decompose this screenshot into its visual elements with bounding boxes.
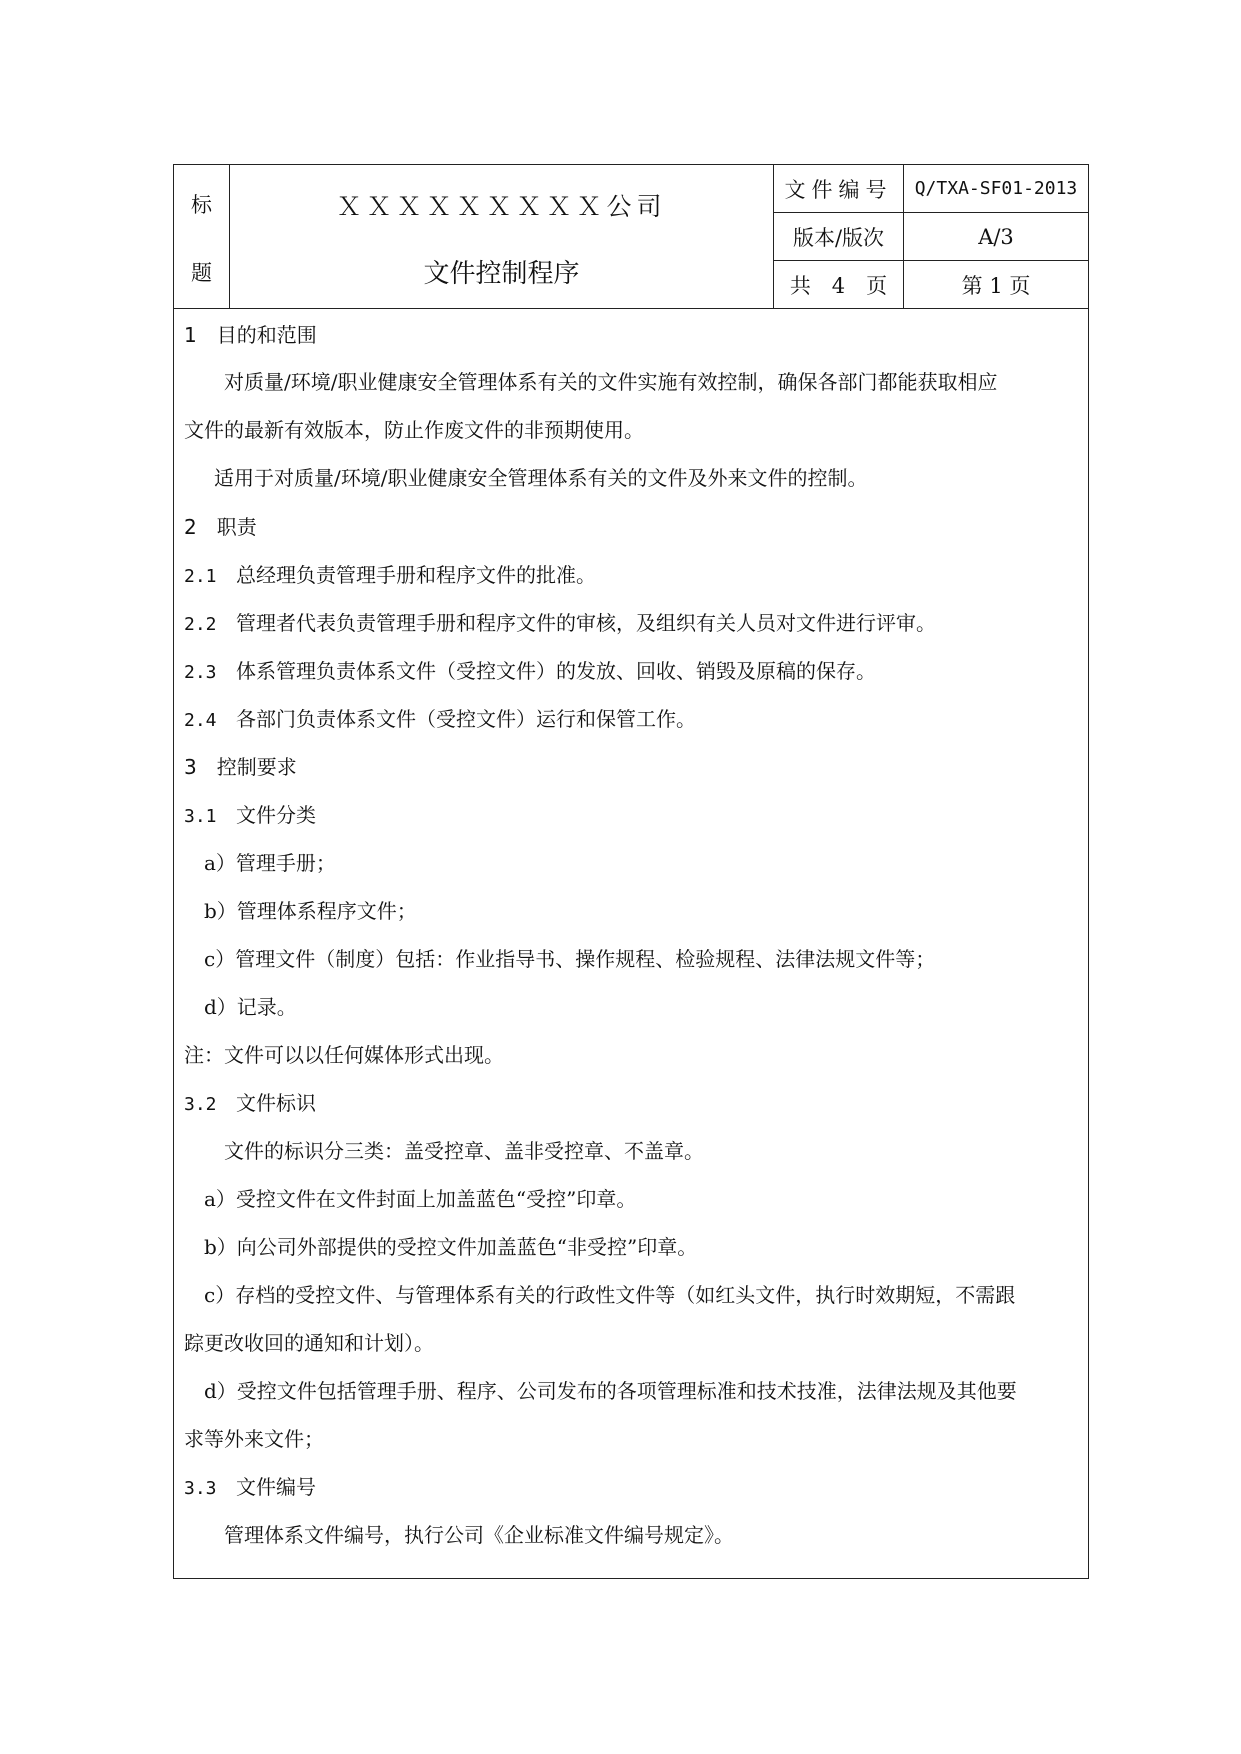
paragraph-line: 对质量/环境/职业健康安全管理体系有关的文件实施有效控制，确保各部门都能获取相应 xyxy=(224,370,998,394)
file-number-label: 文件编号 xyxy=(784,177,893,202)
list-item xyxy=(184,559,596,588)
section-heading: 2 职责 xyxy=(184,515,257,539)
item-number: 2.4 xyxy=(184,710,217,731)
title-label-bottom: 题 xyxy=(191,261,212,285)
version-value: A/3 xyxy=(978,224,1014,249)
item-number: 3.1 xyxy=(184,806,217,827)
company-name: ＸＸＸＸＸＸＸＸＸ公司 xyxy=(336,192,667,221)
list-item: d）受控文件包括管理手册、程序、公司发布的各项管理标准和技术技准，法律法规及其他要 xyxy=(204,1379,1017,1403)
title-label-top: 标 xyxy=(191,193,212,217)
item-text: 文件编号 xyxy=(236,1475,316,1499)
version-label: 版本/版次 xyxy=(792,225,885,250)
header-table xyxy=(174,165,1088,309)
document-frame xyxy=(173,164,1089,1579)
section-heading: 1 目的和范围 xyxy=(184,323,317,347)
item-text: 文件标识 xyxy=(236,1091,316,1115)
list-item: c）管理文件（制度）包括：作业指导书、操作规程、检验规程、法律法规文件等； xyxy=(204,947,936,971)
list-item xyxy=(184,607,936,636)
section-heading: 3 控制要求 xyxy=(184,755,297,779)
subsection-heading xyxy=(184,1087,316,1116)
item-number: 3.3 xyxy=(184,1478,217,1499)
list-item xyxy=(184,703,696,732)
item-text: 体系管理负责体系文件（受控文件）的发放、回收、销毁及原稿的保存。 xyxy=(236,659,876,683)
document-title: 文件控制程序 xyxy=(423,259,580,289)
list-item: d）记录。 xyxy=(204,995,297,1019)
item-number: 2.1 xyxy=(184,566,217,587)
item-text: 文件分类 xyxy=(236,803,316,827)
page-number: 第 1 页 xyxy=(961,273,1031,298)
item-text: 管理者代表负责管理手册和程序文件的审核，及组织有关人员对文件进行评审。 xyxy=(236,611,936,635)
item-number: 2.2 xyxy=(184,614,217,635)
paragraph-line: 踪更改收回的通知和计划）。 xyxy=(184,1331,434,1355)
note: 注：文件可以以任何媒体形式出现。 xyxy=(184,1043,504,1067)
subsection-heading xyxy=(184,799,316,828)
paragraph-line: 文件的最新有效版本，防止作废文件的非预期使用。 xyxy=(184,418,644,442)
item-text: 总经理负责管理手册和程序文件的批准。 xyxy=(236,563,596,587)
subsection-heading xyxy=(184,1471,316,1500)
list-item: a）管理手册； xyxy=(204,851,336,875)
list-item: a）受控文件在文件封面上加盖蓝色“受控”印章。 xyxy=(204,1187,637,1211)
paragraph-line: 管理体系文件编号，执行公司《企业标准文件编号规定》。 xyxy=(224,1523,734,1547)
item-text: 各部门负责体系文件（受控文件）运行和保管工作。 xyxy=(236,707,696,731)
item-number: 2.3 xyxy=(184,662,217,683)
item-number: 3.2 xyxy=(184,1094,217,1115)
list-item: b）管理体系程序文件； xyxy=(204,899,417,923)
paragraph-line: 适用于对质量/环境/职业健康安全管理体系有关的文件及外来文件的控制。 xyxy=(214,466,868,490)
list-item xyxy=(184,655,876,684)
total-pages: 共 4 页 xyxy=(789,273,888,298)
paragraph-line: 文件的标识分三类：盖受控章、盖非受控章、不盖章。 xyxy=(224,1139,704,1163)
file-number-value: Q/TXA-SF01-2013 xyxy=(914,178,1078,199)
list-item: c）存档的受控文件、与管理体系有关的行政性文件等（如红头文件，执行时效期短，不需跟 xyxy=(204,1283,1016,1307)
list-item: b）向公司外部提供的受控文件加盖蓝色“非受控”印章。 xyxy=(204,1235,698,1259)
paragraph-line: 求等外来文件； xyxy=(184,1427,324,1451)
